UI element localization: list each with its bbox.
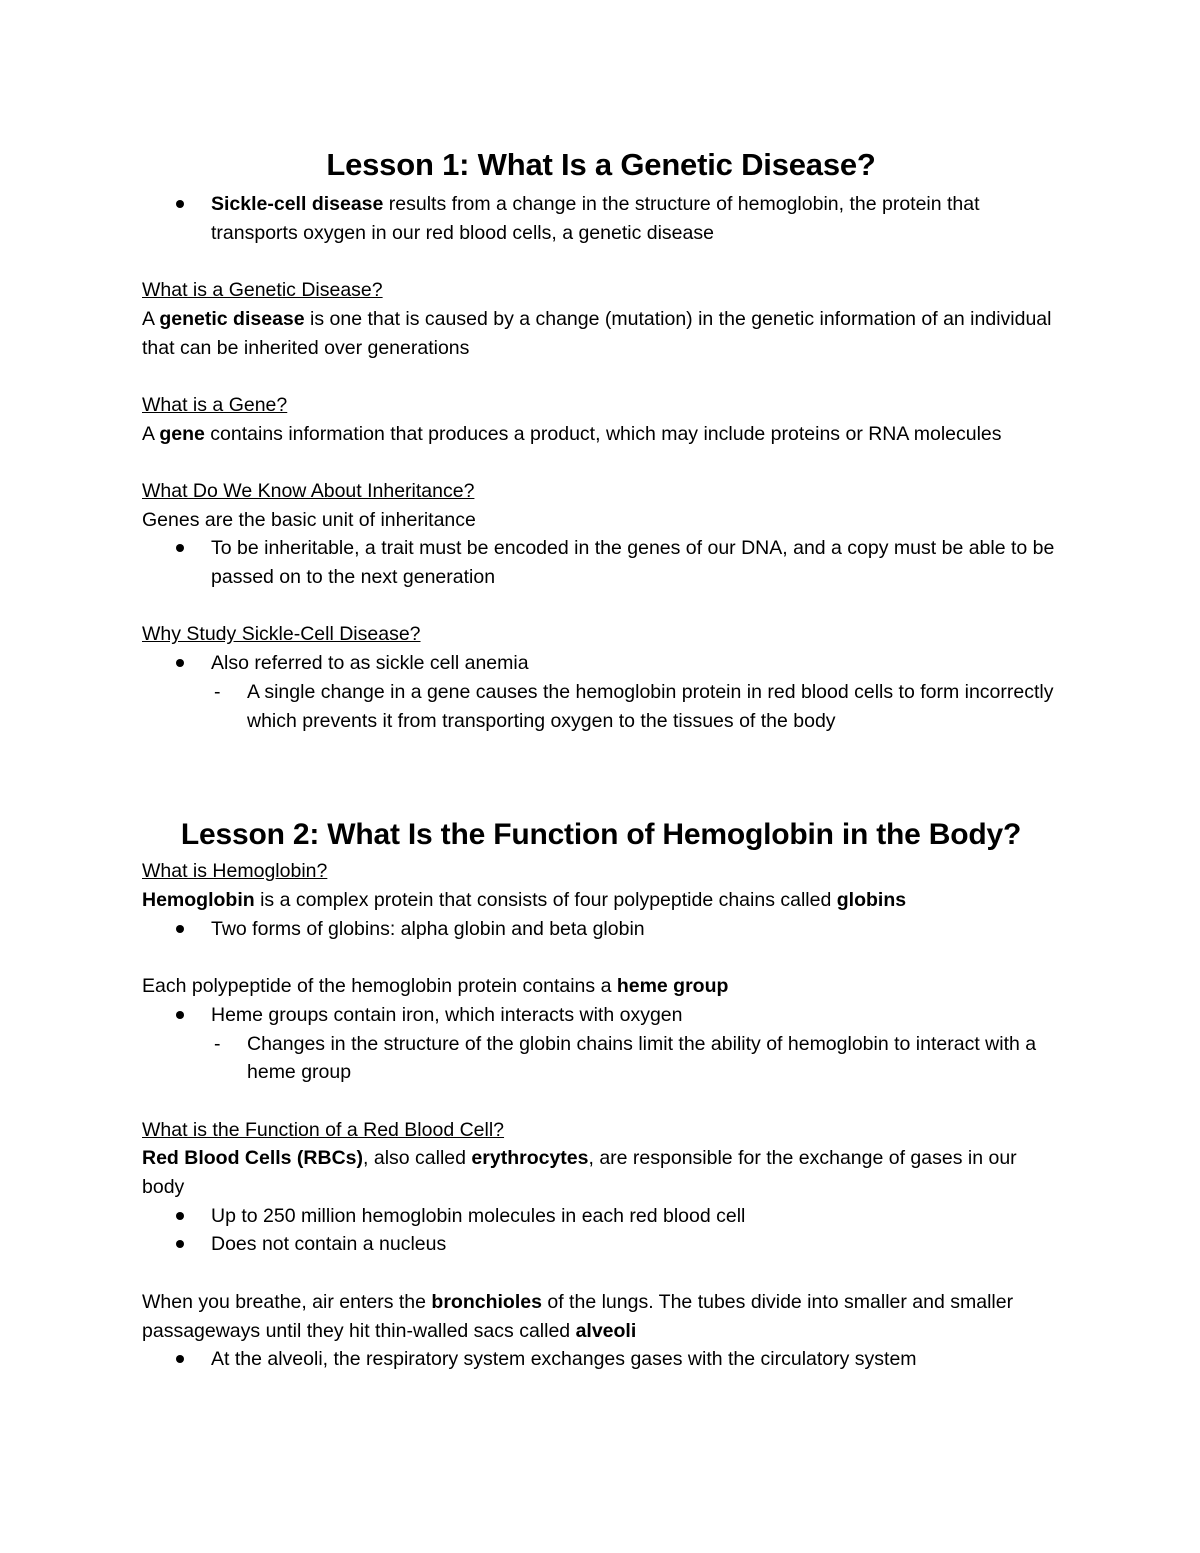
paragraph-rbc: Red Blood Cells (RBCs), also called erythrocytes, are responsible for the exchange of gases in our body	[142, 1147, 1017, 1198]
paragraph-inheritance: Genes are the basic unit of inheritance	[142, 508, 476, 531]
paragraph-breathing: When you breathe, air enters the bronchioles of the lungs. The tubes divide into smaller and smaller passageways until they hit thin-walled sacs called alveoli	[142, 1290, 1014, 1342]
inheritance-list	[142, 534, 1060, 591]
section-heading-gene: What is a Gene?	[142, 393, 288, 416]
hemoglobin-list	[142, 915, 1060, 944]
list-item: At the alveoli, the respiratory system exchanges gases with the circulatory system	[211, 1345, 1060, 1374]
section-heading-rbc: What is the Function of a Red Blood Cell?	[142, 1118, 505, 1141]
term-hemoglobin: Hemoglobin	[142, 889, 255, 911]
sub-list-item: - Changes in the structure of the globin chains limit the ability of hemoglobin to interact with a heme group	[247, 1030, 1060, 1087]
sub-list	[211, 678, 1060, 735]
section-heading-hemoglobin: What is Hemoglobin?	[142, 860, 328, 883]
list-item: Also referred to as sickle cell anemia - A single change in a gene causes the hemoglobin protein in red blood cells to form incorrectly which prevents it from transporting oxygen to the tissues of the body	[211, 649, 1060, 735]
paragraph-genetic-disease: A genetic disease is one that is caused by a change (mutation) in the genetic information of an individual that can be inherited over generations	[142, 307, 1052, 359]
section-heading-why-study: Why Study Sickle-Cell Disease?	[142, 623, 421, 646]
term-gene: gene	[159, 422, 205, 445]
heme-list	[142, 1001, 1060, 1087]
document-page	[142, 140, 1060, 1374]
term-heme-group: heme group	[616, 975, 729, 998]
breathing-list	[142, 1345, 1060, 1374]
term-sickle-cell: Sickle-cell disease	[211, 193, 384, 215]
sub-list	[211, 1030, 1060, 1087]
rbc-list	[142, 1202, 1060, 1259]
lesson1-title: Lesson 1: What Is a Genetic Disease?	[326, 147, 876, 182]
term-bronchioles: bronchioles	[431, 1290, 542, 1313]
list-item: Sickle-cell disease results from a change in the structure of hemoglobin, the protein that transports oxygen in our red blood cells, a genetic disease	[211, 190, 1060, 247]
term-alveoli: alveoli	[575, 1319, 637, 1342]
paragraph-gene: A gene contains information that produces a product, which may include proteins or RNA molecules	[142, 422, 1002, 445]
paragraph-hemoglobin: Hemoglobin is a complex protein that consists of four polypeptide chains called globins	[142, 889, 907, 911]
list-item: Two forms of globins: alpha globin and beta globin	[211, 915, 1060, 944]
term-rbc: Red Blood Cells (RBCs)	[142, 1147, 364, 1170]
section-heading-genetic-disease: What is a Genetic Disease?	[142, 279, 383, 302]
section-heading-inheritance: What Do We Know About Inheritance?	[142, 479, 475, 502]
term-globins: globins	[836, 889, 907, 911]
term-genetic-disease: genetic disease	[159, 307, 305, 330]
lesson2-title: Lesson 2: What Is the Function of Hemoglobin in the Body?	[180, 818, 1022, 852]
list-item: Up to 250 million hemoglobin molecules in each red blood cell	[211, 1202, 1060, 1231]
list-item: Does not contain a nucleus	[211, 1230, 1060, 1259]
why-study-list	[142, 649, 1060, 735]
list-item: To be inheritable, a trait must be encoded in the genes of our DNA, and a copy must be able to be passed on to the next generation	[211, 534, 1060, 591]
sub-list-item: - A single change in a gene causes the hemoglobin protein in red blood cells to form incorrectly which prevents it from transporting oxygen to the tissues of the body	[247, 678, 1060, 735]
lesson1-intro-list	[142, 190, 1060, 247]
paragraph-heme: Each polypeptide of the hemoglobin protein contains a heme group	[142, 975, 729, 998]
term-erythrocytes: erythrocytes	[471, 1147, 589, 1170]
list-item: Heme groups contain iron, which interacts with oxygen - Changes in the structure of the globin chains limit the ability of hemoglobin to interact with a heme group	[211, 1001, 1060, 1087]
